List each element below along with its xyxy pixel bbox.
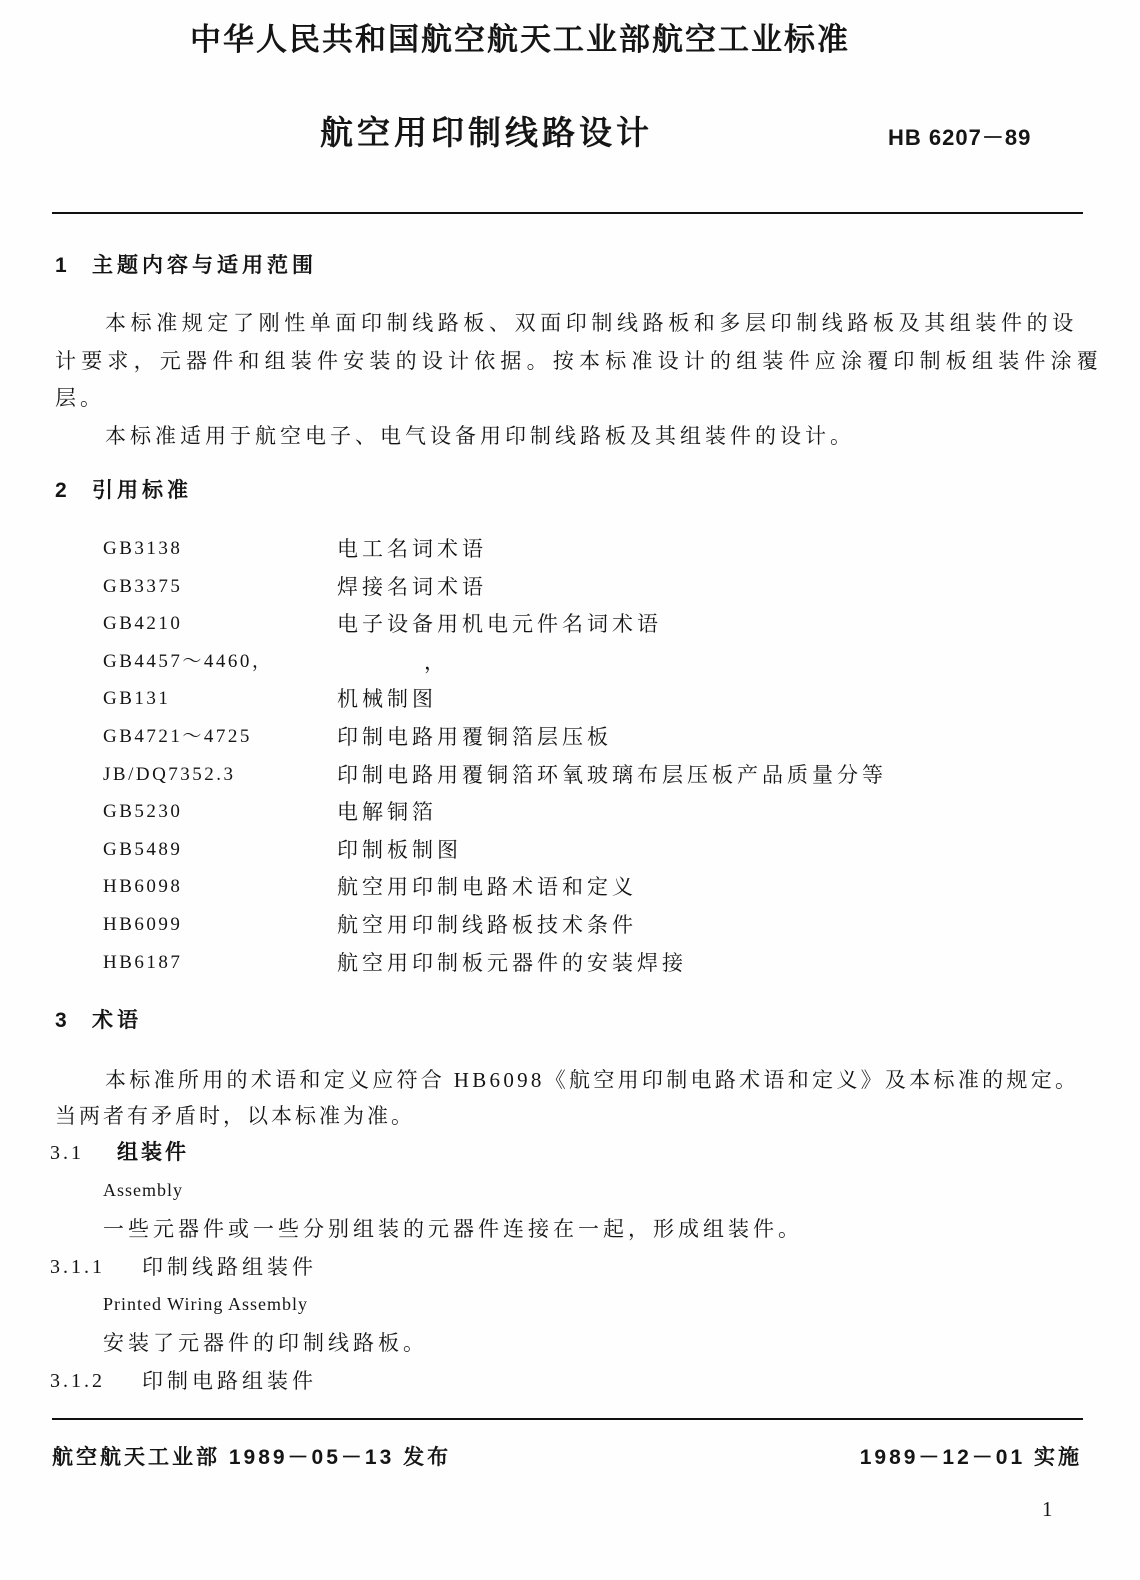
term-3-1-english: Assembly — [103, 1180, 183, 1200]
reference-code: HB6099 — [103, 913, 183, 935]
term-3-1-1-number: 3.1.1 — [50, 1256, 105, 1278]
reference-name: 电子设备用机电元件名词术语 — [337, 612, 662, 637]
section-1-paragraph-1-line-3: 层。 — [55, 386, 105, 410]
footer-rule — [52, 1418, 1083, 1420]
reference-row — [0, 799, 1140, 837]
reference-code: GB3375 — [103, 575, 183, 597]
section-1-paragraph-2: 本标准适用于航空电子、电气设备用印制线路板及其组装件的设计。 — [105, 424, 855, 448]
term-3-1-1-title: 印制线路组装件 — [142, 1255, 317, 1279]
reference-name: 机械制图 — [337, 687, 437, 712]
section-2-number: 2 — [55, 479, 71, 502]
reference-code: GB5230 — [103, 801, 183, 823]
term-3-1-title: 组装件 — [117, 1141, 189, 1164]
section-3-title: 术语 — [92, 1009, 142, 1032]
reference-code: GB3138 — [103, 538, 183, 559]
term-3-1-1-definition: 安装了元器件的印制线路板。 — [103, 1331, 428, 1355]
reference-code: HB6098 — [103, 876, 183, 898]
reference-row — [0, 724, 1140, 762]
section-1-paragraph-1-line-2: 计要求，元器件和组装件安装的设计依据。按本标准设计的组装件应涂覆印制板组装件涂覆 — [55, 349, 1103, 373]
reference-name: 电解铜箔 — [337, 800, 437, 825]
section-1-paragraph-1-line-1: 本标准规定了刚性单面印制线路板、双面印制线路板和多层印制线路板及其组装件的设 — [105, 311, 1078, 335]
reference-name: 航空用印制板元器件的安装焊接 — [337, 950, 687, 975]
reference-name: 电工名词术语 — [337, 537, 487, 561]
reference-name: 航空用印制电路术语和定义 — [337, 875, 637, 900]
section-3-paragraph-line-1: 本标准所用的术语和定义应符合 HB6098《航空用印制电路术语和定义》及本标准的规定。 — [105, 1068, 1080, 1092]
reference-row — [0, 762, 1140, 800]
section-1-title: 主题内容与适用范围 — [92, 254, 317, 277]
reference-code: GB4721～4725 — [103, 725, 252, 747]
issue-date: 航空航天工业部 1989－05－13 发布 — [52, 1446, 452, 1469]
reference-code: GB4457～4460， — [103, 650, 274, 672]
reference-row — [0, 574, 1140, 612]
reference-row — [0, 874, 1140, 912]
reference-name: 焊接名词术语 — [337, 574, 487, 599]
reference-name: 印制电路用覆铜箔层压板 — [337, 724, 612, 749]
reference-row — [0, 649, 1140, 687]
reference-code: GB131 — [103, 688, 171, 710]
section-3-number: 3 — [55, 1009, 71, 1032]
reference-name: 印制板制图 — [337, 837, 462, 862]
reference-row — [0, 686, 1140, 724]
section-1-number: 1 — [55, 254, 71, 277]
standard-number: HB 6207－89 — [888, 125, 1032, 150]
reference-row — [0, 611, 1140, 649]
term-3-1-definition: 一些元器件或一些分别组装的元器件连接在一起，形成组装件。 — [103, 1217, 803, 1241]
term-3-1-2-title: 印制电路组装件 — [142, 1369, 317, 1393]
section-3-paragraph-line-2: 当两者有矛盾时，以本标准为准。 — [55, 1104, 415, 1128]
effective-date: 1989－12－01 实施 — [859, 1446, 1082, 1469]
header-rule — [52, 212, 1083, 214]
reference-list — [0, 536, 1140, 987]
section-2-title: 引用标准 — [92, 479, 192, 502]
page-number: 1 — [1042, 1497, 1053, 1521]
reference-name: 航空用印制线路板技术条件 — [337, 912, 637, 937]
reference-code: GB5489 — [103, 838, 183, 860]
reference-name: 印制电路用覆铜箔环氧玻璃布层压板产品质量分等 — [337, 762, 887, 787]
reference-code: GB4210 — [103, 613, 183, 635]
reference-code: HB6187 — [103, 951, 183, 973]
reference-code: JB/DQ7352.3 — [103, 763, 236, 785]
term-3-1-1-english: Printed Wiring Assembly — [103, 1294, 308, 1314]
term-3-1-2-number: 3.1.2 — [50, 1370, 105, 1392]
reference-row — [0, 950, 1140, 988]
issuer-title: 中华人民共和国航空航天工业部航空工业标准 — [190, 22, 850, 57]
reference-row — [0, 837, 1140, 875]
reference-row — [0, 536, 1140, 574]
reference-row — [0, 912, 1140, 950]
document-title: 航空用印制线路设计 — [320, 114, 653, 151]
reference-name: ， — [424, 649, 449, 674]
term-3-1-number: 3.1 — [50, 1142, 84, 1164]
